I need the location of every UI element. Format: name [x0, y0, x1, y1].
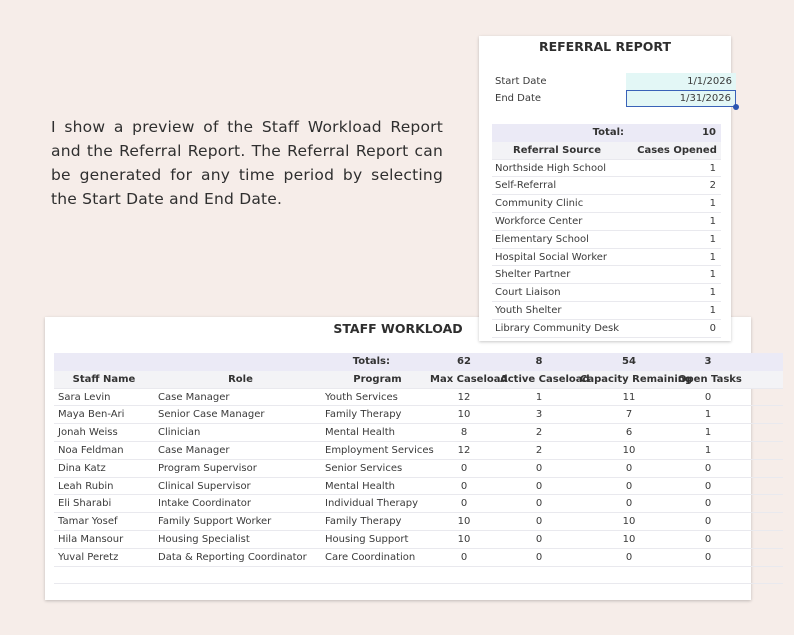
- table-row: [54, 389, 783, 407]
- staff-name-cell[interactable]: Tamar Yosef: [58, 516, 118, 528]
- intro-paragraph: I show a preview of the Staff Workload Report and the Referral Report. The Referral Report can be generated for any time period by selecting the Start Date and End Date.: [51, 118, 443, 208]
- list-item: [492, 231, 721, 249]
- staff-name-cell[interactable]: Eli Sharabi: [58, 498, 112, 510]
- end-date-row: [493, 90, 731, 107]
- header-open-tasks: Open Tasks: [678, 373, 742, 385]
- open-tasks-cell[interactable]: 0: [704, 498, 712, 510]
- staff-name-cell[interactable]: Yuval Peretz: [58, 551, 119, 563]
- header-referral-source: Referral Source: [513, 144, 601, 156]
- open-tasks-cell[interactable]: 0: [704, 462, 712, 474]
- list-item: [492, 249, 721, 267]
- capacity-remaining-cell[interactable]: 0: [625, 498, 633, 510]
- cases-opened-cell[interactable]: 1: [709, 198, 716, 210]
- cases-opened-cell[interactable]: 2: [709, 180, 716, 192]
- program-cell[interactable]: Housing Support: [325, 533, 409, 545]
- max-caseload-cell[interactable]: 8: [460, 427, 468, 439]
- list-item: [492, 284, 721, 302]
- program-cell[interactable]: Employment Services: [325, 444, 434, 456]
- start-date-input[interactable]: 1/1/2026: [626, 73, 736, 90]
- end-date-value: 1/31/2026: [679, 93, 731, 104]
- referral-total-row: [492, 124, 721, 142]
- program-cell[interactable]: Senior Services: [325, 462, 403, 474]
- active-caseload-cell[interactable]: 0: [535, 551, 543, 563]
- header-capacity-remaining: Capacity Remaining: [580, 373, 693, 385]
- total-value[interactable]: 10: [702, 127, 716, 138]
- active-caseload-cell[interactable]: 1: [535, 391, 543, 403]
- referral-source-cell[interactable]: Shelter Partner: [495, 269, 571, 281]
- start-date-label: Start Date: [495, 76, 547, 87]
- max-caseload-cell[interactable]: 0: [460, 551, 468, 563]
- totals-open[interactable]: 3: [704, 356, 712, 367]
- active-caseload-cell[interactable]: 2: [535, 427, 543, 439]
- capacity-remaining-cell[interactable]: 0: [625, 551, 633, 563]
- referral-source-cell[interactable]: Northside High School: [495, 162, 606, 174]
- workload-totals-row: [54, 353, 783, 371]
- list-item: [492, 160, 721, 178]
- open-tasks-cell[interactable]: 1: [704, 444, 712, 456]
- max-caseload-cell[interactable]: 0: [460, 480, 468, 492]
- max-caseload-cell[interactable]: 10: [457, 533, 471, 545]
- open-tasks-cell[interactable]: 0: [704, 516, 712, 528]
- cases-opened-cell[interactable]: 1: [709, 287, 716, 299]
- table-row: [54, 495, 783, 513]
- capacity-remaining-cell[interactable]: 10: [622, 533, 636, 545]
- cases-opened-cell[interactable]: 1: [709, 233, 716, 245]
- active-caseload-cell[interactable]: 3: [535, 409, 543, 421]
- referral-source-cell[interactable]: Self-Referral: [495, 180, 557, 192]
- cases-opened-cell[interactable]: 0: [709, 322, 716, 334]
- workload-body: [54, 389, 783, 567]
- staff-workload-report: [45, 317, 751, 600]
- cases-opened-cell[interactable]: 1: [709, 304, 716, 316]
- list-item: [492, 195, 721, 213]
- capacity-remaining-cell[interactable]: 6: [625, 427, 633, 439]
- referral-report: [479, 36, 731, 341]
- start-date-row: [493, 73, 732, 90]
- table-row: [54, 478, 783, 496]
- workload-table: [54, 353, 783, 584]
- max-caseload-cell[interactable]: 10: [457, 409, 471, 421]
- active-caseload-cell[interactable]: 0: [535, 498, 543, 510]
- staff-name-cell[interactable]: Sara Levin: [58, 391, 111, 403]
- program-cell[interactable]: Mental Health: [325, 427, 395, 439]
- totals-max[interactable]: 62: [457, 356, 471, 367]
- table-row: [54, 531, 783, 549]
- totals-label: Totals:: [352, 356, 390, 367]
- header-max-caseload: Max Caseload: [430, 373, 508, 385]
- staff-name-cell[interactable]: Noa Feldman: [58, 444, 124, 456]
- role-cell[interactable]: Clinician: [158, 427, 201, 439]
- program-cell[interactable]: Family Therapy: [325, 516, 402, 528]
- role-cell[interactable]: Data & Reporting Coordinator: [158, 551, 307, 563]
- header-staff-name: Staff Name: [72, 373, 136, 385]
- table-row: [54, 549, 783, 567]
- role-cell[interactable]: Case Manager: [158, 391, 230, 403]
- referral-title: REFERRAL REPORT: [538, 39, 672, 54]
- role-cell[interactable]: Program Supervisor: [158, 462, 257, 474]
- staff-name-cell[interactable]: Leah Rubin: [58, 480, 114, 492]
- table-row: [54, 513, 783, 531]
- role-cell[interactable]: Case Manager: [158, 444, 230, 456]
- header-cases-opened: Cases Opened: [637, 144, 717, 156]
- referral-source-cell[interactable]: Library Community Desk: [495, 322, 620, 334]
- capacity-remaining-cell[interactable]: 0: [625, 462, 633, 474]
- active-caseload-cell[interactable]: 0: [535, 533, 543, 545]
- totals-active[interactable]: 8: [535, 356, 543, 367]
- fill-handle[interactable]: [733, 104, 739, 110]
- list-item: [492, 266, 721, 284]
- referral-source-cell[interactable]: Community Clinic: [495, 198, 584, 210]
- max-caseload-cell[interactable]: 12: [457, 391, 471, 403]
- cases-opened-cell[interactable]: 1: [709, 269, 716, 281]
- staff-name-cell[interactable]: Hila Mansour: [58, 533, 124, 545]
- open-tasks-cell[interactable]: 1: [704, 427, 712, 439]
- referral-source-cell[interactable]: Youth Shelter: [495, 304, 562, 316]
- role-cell[interactable]: Family Support Worker: [158, 516, 272, 528]
- capacity-remaining-cell[interactable]: 11: [622, 391, 636, 403]
- end-date-label: End Date: [495, 93, 542, 104]
- max-caseload-cell[interactable]: 0: [460, 498, 468, 510]
- end-date-input[interactable]: [626, 90, 736, 107]
- table-row: [54, 460, 783, 478]
- role-cell[interactable]: Clinical Supervisor: [158, 480, 251, 492]
- role-cell[interactable]: Intake Coordinator: [158, 498, 251, 510]
- workload-title: STAFF WORKLOAD: [333, 321, 463, 336]
- referral-source-cell[interactable]: Workforce Center: [495, 215, 583, 227]
- referral-source-cell[interactable]: Hospital Social Worker: [495, 251, 608, 263]
- open-tasks-cell[interactable]: 1: [704, 409, 712, 421]
- capacity-remaining-cell[interactable]: 10: [622, 516, 636, 528]
- cases-opened-cell[interactable]: 1: [709, 162, 716, 174]
- program-cell[interactable]: Family Therapy: [325, 409, 402, 421]
- cases-opened-cell[interactable]: 1: [709, 215, 716, 227]
- capacity-remaining-cell[interactable]: 0: [625, 480, 633, 492]
- table-row: [54, 406, 783, 424]
- workload-empty-row[interactable]: [54, 567, 783, 585]
- max-caseload-cell[interactable]: 12: [457, 444, 471, 456]
- referral-table: [492, 124, 721, 338]
- active-caseload-cell[interactable]: 0: [535, 480, 543, 492]
- list-item: [492, 177, 721, 195]
- active-caseload-cell[interactable]: 0: [535, 462, 543, 474]
- active-caseload-cell[interactable]: 0: [535, 516, 543, 528]
- referral-source-cell[interactable]: Elementary School: [495, 233, 589, 245]
- open-tasks-cell[interactable]: 0: [704, 480, 712, 492]
- open-tasks-cell[interactable]: 0: [704, 391, 712, 403]
- header-program: Program: [353, 373, 402, 385]
- table-row: [54, 424, 783, 442]
- open-tasks-cell[interactable]: 0: [704, 551, 712, 563]
- header-role: Role: [228, 373, 253, 385]
- program-cell[interactable]: Mental Health: [325, 480, 395, 492]
- workload-header-row: [54, 371, 783, 389]
- max-caseload-cell[interactable]: 0: [460, 462, 468, 474]
- referral-body: [492, 160, 721, 338]
- active-caseload-cell[interactable]: 2: [535, 444, 543, 456]
- program-cell[interactable]: Youth Services: [325, 391, 398, 403]
- total-label: Total:: [592, 127, 624, 138]
- header-active-caseload: Active Caseload: [500, 373, 590, 385]
- list-item: [492, 320, 721, 338]
- referral-source-cell[interactable]: Court Liaison: [495, 287, 561, 299]
- capacity-remaining-cell[interactable]: 10: [622, 444, 636, 456]
- totals-capacity[interactable]: 54: [622, 356, 636, 367]
- staff-name-cell[interactable]: Jonah Weiss: [58, 427, 118, 439]
- list-item: [492, 213, 721, 231]
- open-tasks-cell[interactable]: 0: [704, 533, 712, 545]
- staff-name-cell[interactable]: Dina Katz: [58, 462, 106, 474]
- program-cell[interactable]: Individual Therapy: [325, 498, 418, 510]
- capacity-remaining-cell[interactable]: 7: [625, 409, 633, 421]
- role-cell[interactable]: Senior Case Manager: [158, 409, 265, 421]
- list-item: [492, 302, 721, 320]
- role-cell[interactable]: Housing Specialist: [158, 533, 250, 545]
- program-cell[interactable]: Care Coordination: [325, 551, 416, 563]
- max-caseload-cell[interactable]: 10: [457, 516, 471, 528]
- table-row: [54, 442, 783, 460]
- cases-opened-cell[interactable]: 1: [709, 251, 716, 263]
- referral-header-row: [492, 142, 721, 160]
- staff-name-cell[interactable]: Maya Ben-Ari: [58, 409, 125, 421]
